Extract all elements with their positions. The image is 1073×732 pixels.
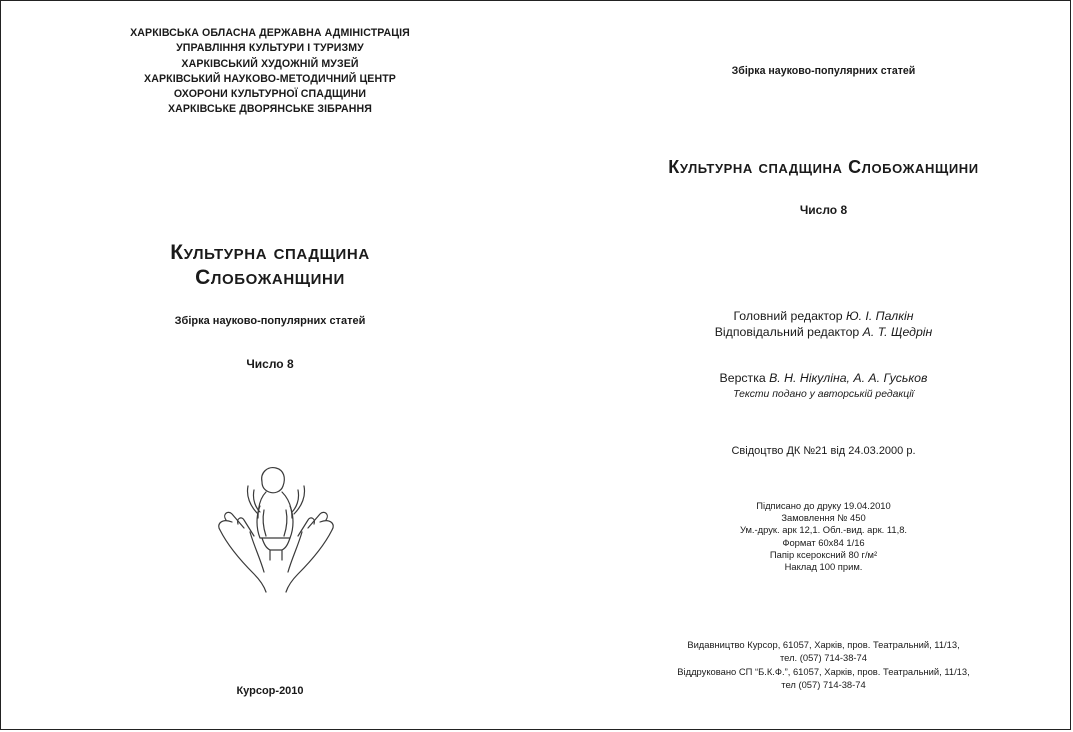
imprint-block (574, 638, 1073, 691)
imprint-line: тел. (057) 714-38-74 (779, 652, 867, 664)
print-info-line: Папір ксероксний 80 г/м² (769, 548, 878, 560)
imprint-line: Видавництво Курсор, 61057, Харків, пров. Театральний, 11/13, (687, 639, 960, 650)
responsible-editor-name: А. Т. Щедрін (862, 324, 933, 339)
organization-line: УПРАВЛІННЯ КУЛЬТУРИ І ТУРИЗМУ (176, 42, 364, 55)
imprint-page-right (574, 0, 1073, 730)
chief-editor-label: Головний редактор (733, 309, 843, 323)
print-info-line: Формат 60х84 1/16 (782, 536, 865, 548)
layout-names: В. Н. Нікуліна, А. А. Гуськов (769, 371, 928, 385)
print-info-block (574, 500, 1073, 573)
imprint-line: тел (057) 714-38-74 (781, 678, 866, 690)
print-info-line: Замовлення № 450 (781, 512, 866, 524)
print-info-line: Наклад 100 прим. (784, 561, 863, 573)
issue-number: Число 8 (246, 357, 294, 371)
responsible-editor-line (574, 325, 1073, 341)
organization-line: ХАРКІВСЬКЕ ДВОРЯНСЬКЕ ЗІБРАННЯ (167, 103, 373, 116)
editors-block (574, 309, 1073, 341)
main-title-line-2: Слобожанщини (195, 266, 345, 289)
certificate: Свідоцтво ДК №21 від 24.03.2000 р. (731, 445, 916, 457)
organization-line: ХАРКІВСЬКИЙ НАУКОВО-МЕТОДИЧНИЙ ЦЕНТР (144, 72, 396, 85)
organization-line: ХАРКІВСЬКИЙ ХУДОЖНІЙ МУЗЕЙ (181, 57, 359, 70)
print-info-line: Підписано до друку 19.04.2010 (756, 500, 891, 511)
collection-subtitle-right: Збірка науково-популярних статей (731, 65, 916, 77)
title-right: Культурна спадщина Слобожанщини (668, 157, 979, 177)
imprint-line: Віддруковано СП “Б.К.Ф.”, 61057, Харків, пров. Театральний, 11/13, (677, 665, 970, 677)
organization-line: ХАРКІВСЬКА ОБЛАСНА ДЕРЖАВНА АДМІНІСТРАЦІЯ (130, 27, 410, 39)
authors-note: Тексти подано у авторській редакції (733, 388, 914, 400)
organization-line: ОХОРОНИ КУЛЬТУРНОЇ СПАДЩИНИ (173, 88, 367, 101)
main-title-line-1: Культурна спадщина (170, 241, 370, 264)
chief-editor-name: Ю. І. Палкін (846, 309, 914, 323)
layout-line (574, 371, 1073, 387)
organizations-block (0, 26, 540, 118)
hands-figure-emblem-icon (214, 462, 338, 594)
layout-block (574, 371, 1073, 402)
print-info-line: Ум.-друк. арк 12,1. Обл.-вид. арк. 11,8. (739, 524, 908, 536)
collection-subtitle: Збірка науково-популярних статей (174, 315, 366, 327)
chief-editor-line (574, 309, 1073, 325)
main-title (0, 240, 540, 290)
layout-label: Верстка (719, 371, 766, 385)
responsible-editor-label: Відповідальний редактор (714, 324, 860, 339)
issue-number-right: Число 8 (799, 203, 848, 217)
publisher-year: Курсор-2010 (236, 685, 304, 697)
